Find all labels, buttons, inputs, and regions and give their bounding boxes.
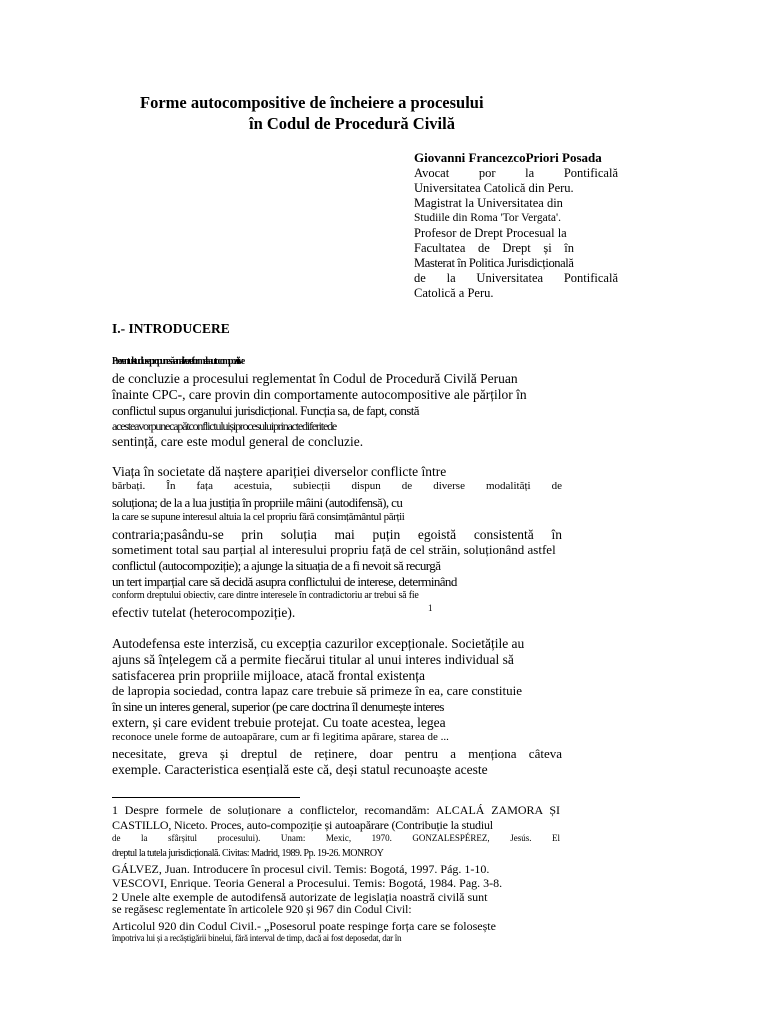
footnote-line: VESCOVI, Enrique. Teoria General a Procesului. Temis: Bogotá, 1984. Pag. 3-8. bbox=[112, 876, 503, 890]
paragraph-line: sometiment total sau parțial al interesului propriu față de cel străin, soluționând astfel bbox=[112, 542, 556, 557]
footnote-line: 2 Unele alte exemple de autodifensă autorizate de legislația noastră civilă sunt bbox=[112, 890, 488, 904]
paragraph-line: soluționa; de la a lua justiția în propriile mâini (autodifensă), cu bbox=[112, 495, 403, 510]
paragraph-line: în sine un interes general, superior (pe care doctrina îl denumește interes bbox=[112, 699, 444, 714]
footnote-line: împotriva lui și a recăștigării binelui, fără interval de timp, dacă ai fost deposedat, dar în bbox=[112, 933, 402, 943]
footnote-line: Articolul 920 din Codul Civil.- „Posesorul poate respinge forța care se folosește bbox=[112, 919, 496, 933]
paragraph-line: conflictul (autocompoziție); a ajunge la situația de a fi nevoit să recurgă bbox=[112, 558, 441, 573]
paragraph-line: conform dreptului obiectiv, care dintre interesele în contradictoriu ar trebui să fie bbox=[112, 590, 419, 601]
affiliation-line: Avocat por la Pontificală bbox=[414, 166, 618, 180]
paragraph-line: necesitate, greva și dreptul de reținere, doar pentru a menționa câteva bbox=[112, 746, 562, 761]
paragraph-line: de concluzie a procesului reglementat în Codul de Procedură Civilă Peruan bbox=[112, 371, 518, 386]
paragraph-line: la care se supune interesul altuia la cel propriu fără consimțământul părții bbox=[112, 511, 405, 523]
paragraph-line: de lapropia sociedad, contra lapaz care trebuie să primeze în ea, care constituie bbox=[112, 683, 523, 698]
affiliation-line: Masterat în Politica Jurisdicțională bbox=[414, 256, 574, 270]
footnote-line: de la sfârșitul procesului). Unam: Mexic, 1970. GONZALESPÉREZ, Jesús. El bbox=[112, 833, 560, 843]
paragraph-line: acesteavorpunecapătconflictuluișiprocesuluiprinactediferitede bbox=[112, 419, 336, 433]
document-title-line-1: Forme autocompositive de încheiere a procesului bbox=[140, 93, 484, 112]
affiliation-line: Studiile din Roma 'Tor Vergata'. bbox=[414, 212, 561, 224]
paragraph-line: Prezentul studiu se propune să analizeze formele autocompozitive bbox=[112, 355, 244, 367]
paragraph-line: Autodefensa este interzisă, cu excepția cazurilor excepționale. Societățile au bbox=[112, 636, 525, 651]
paragraph-line: sentință, care este modul general de concluzie. bbox=[112, 434, 364, 449]
affiliation-line: de la Universitatea Pontificală bbox=[414, 271, 618, 285]
author-affiliation bbox=[414, 166, 618, 301]
affiliation-line: Facultatea de Drept și în bbox=[414, 241, 574, 255]
paragraph-line: bărbați. În fața acestuia, subiecții dispun de diverse modalități de bbox=[112, 480, 562, 492]
document-title-line-2: în Codul de Procedură Civilă bbox=[249, 114, 455, 133]
paragraph-line: satisfacerea prin propriile mijloace, atacă frontal existența bbox=[112, 668, 425, 683]
paragraph-line: exemple. Caracteristica esențială este că, deși statul recunoaște aceste bbox=[112, 762, 488, 777]
footnote-line: GÁLVEZ, Juan. Introducere în procesul civil. Temis: Bogotá, 1997. Pág. 1-10. bbox=[112, 862, 490, 876]
paragraph-line: Viața în societate dă naștere apariției diverselor conflicte între bbox=[112, 464, 447, 479]
footnote-line: CASTILLO, Niceto. Proces, auto-compoziție și autoapărare (Contribuție la studiul bbox=[112, 818, 493, 832]
affiliation-line: Universitatea Catolică din Peru. bbox=[414, 181, 574, 195]
paragraph-line: un tert imparțial care să decidă asupra conflictului de interese, determinând bbox=[112, 574, 457, 589]
footnote-line: dreptul la tutela jurisdicțională. Civitas: Madrid, 1989. Pp. 19-26. MONROY bbox=[112, 848, 384, 859]
affiliation-line: Magistrat la Universitatea din bbox=[414, 196, 563, 210]
author-name: Giovanni FrancezcoPriori Posada bbox=[414, 150, 602, 165]
paragraph-line: efectiv tutelat (heterocompoziție). bbox=[112, 605, 296, 620]
paragraph-line: conflictul supus organului jurisdicțional. Funcția sa, de fapt, constă bbox=[112, 403, 419, 418]
affiliation-line: Profesor de Drept Procesual la bbox=[414, 226, 567, 240]
paragraph-line: înainte CPC-, care provin din comportamente autocompositive ale părților în bbox=[112, 387, 527, 402]
paragraph-line: reconoce unele forme de autoapărare, cum ar fi legitima apărare, starea de ... bbox=[112, 731, 449, 743]
paragraph-line: extern, și care evident trebuie protejat. Cu toate acestea, legea bbox=[112, 715, 446, 730]
footnote-line: 1 Despre formele de soluționare a conflictelor, recomandăm: ALCALÁ ZAMORA ȘI bbox=[112, 803, 560, 817]
paragraph-line: ajuns să înțelegem că a permite fiecărui titular al unui interes individual să bbox=[112, 652, 514, 667]
section-heading: I.- INTRODUCERE bbox=[112, 321, 230, 336]
paragraph-line: contraria;pasându-se prin soluția mai puțin egoistă consistentă în bbox=[112, 527, 562, 542]
footnote-reference: 1 bbox=[428, 603, 433, 613]
footnote-separator bbox=[112, 797, 300, 798]
footnote-line: se regăsesc reglementate în articolele 920 și 967 din Codul Civil: bbox=[112, 904, 412, 916]
affiliation-line: Catolică a Peru. bbox=[414, 286, 494, 300]
